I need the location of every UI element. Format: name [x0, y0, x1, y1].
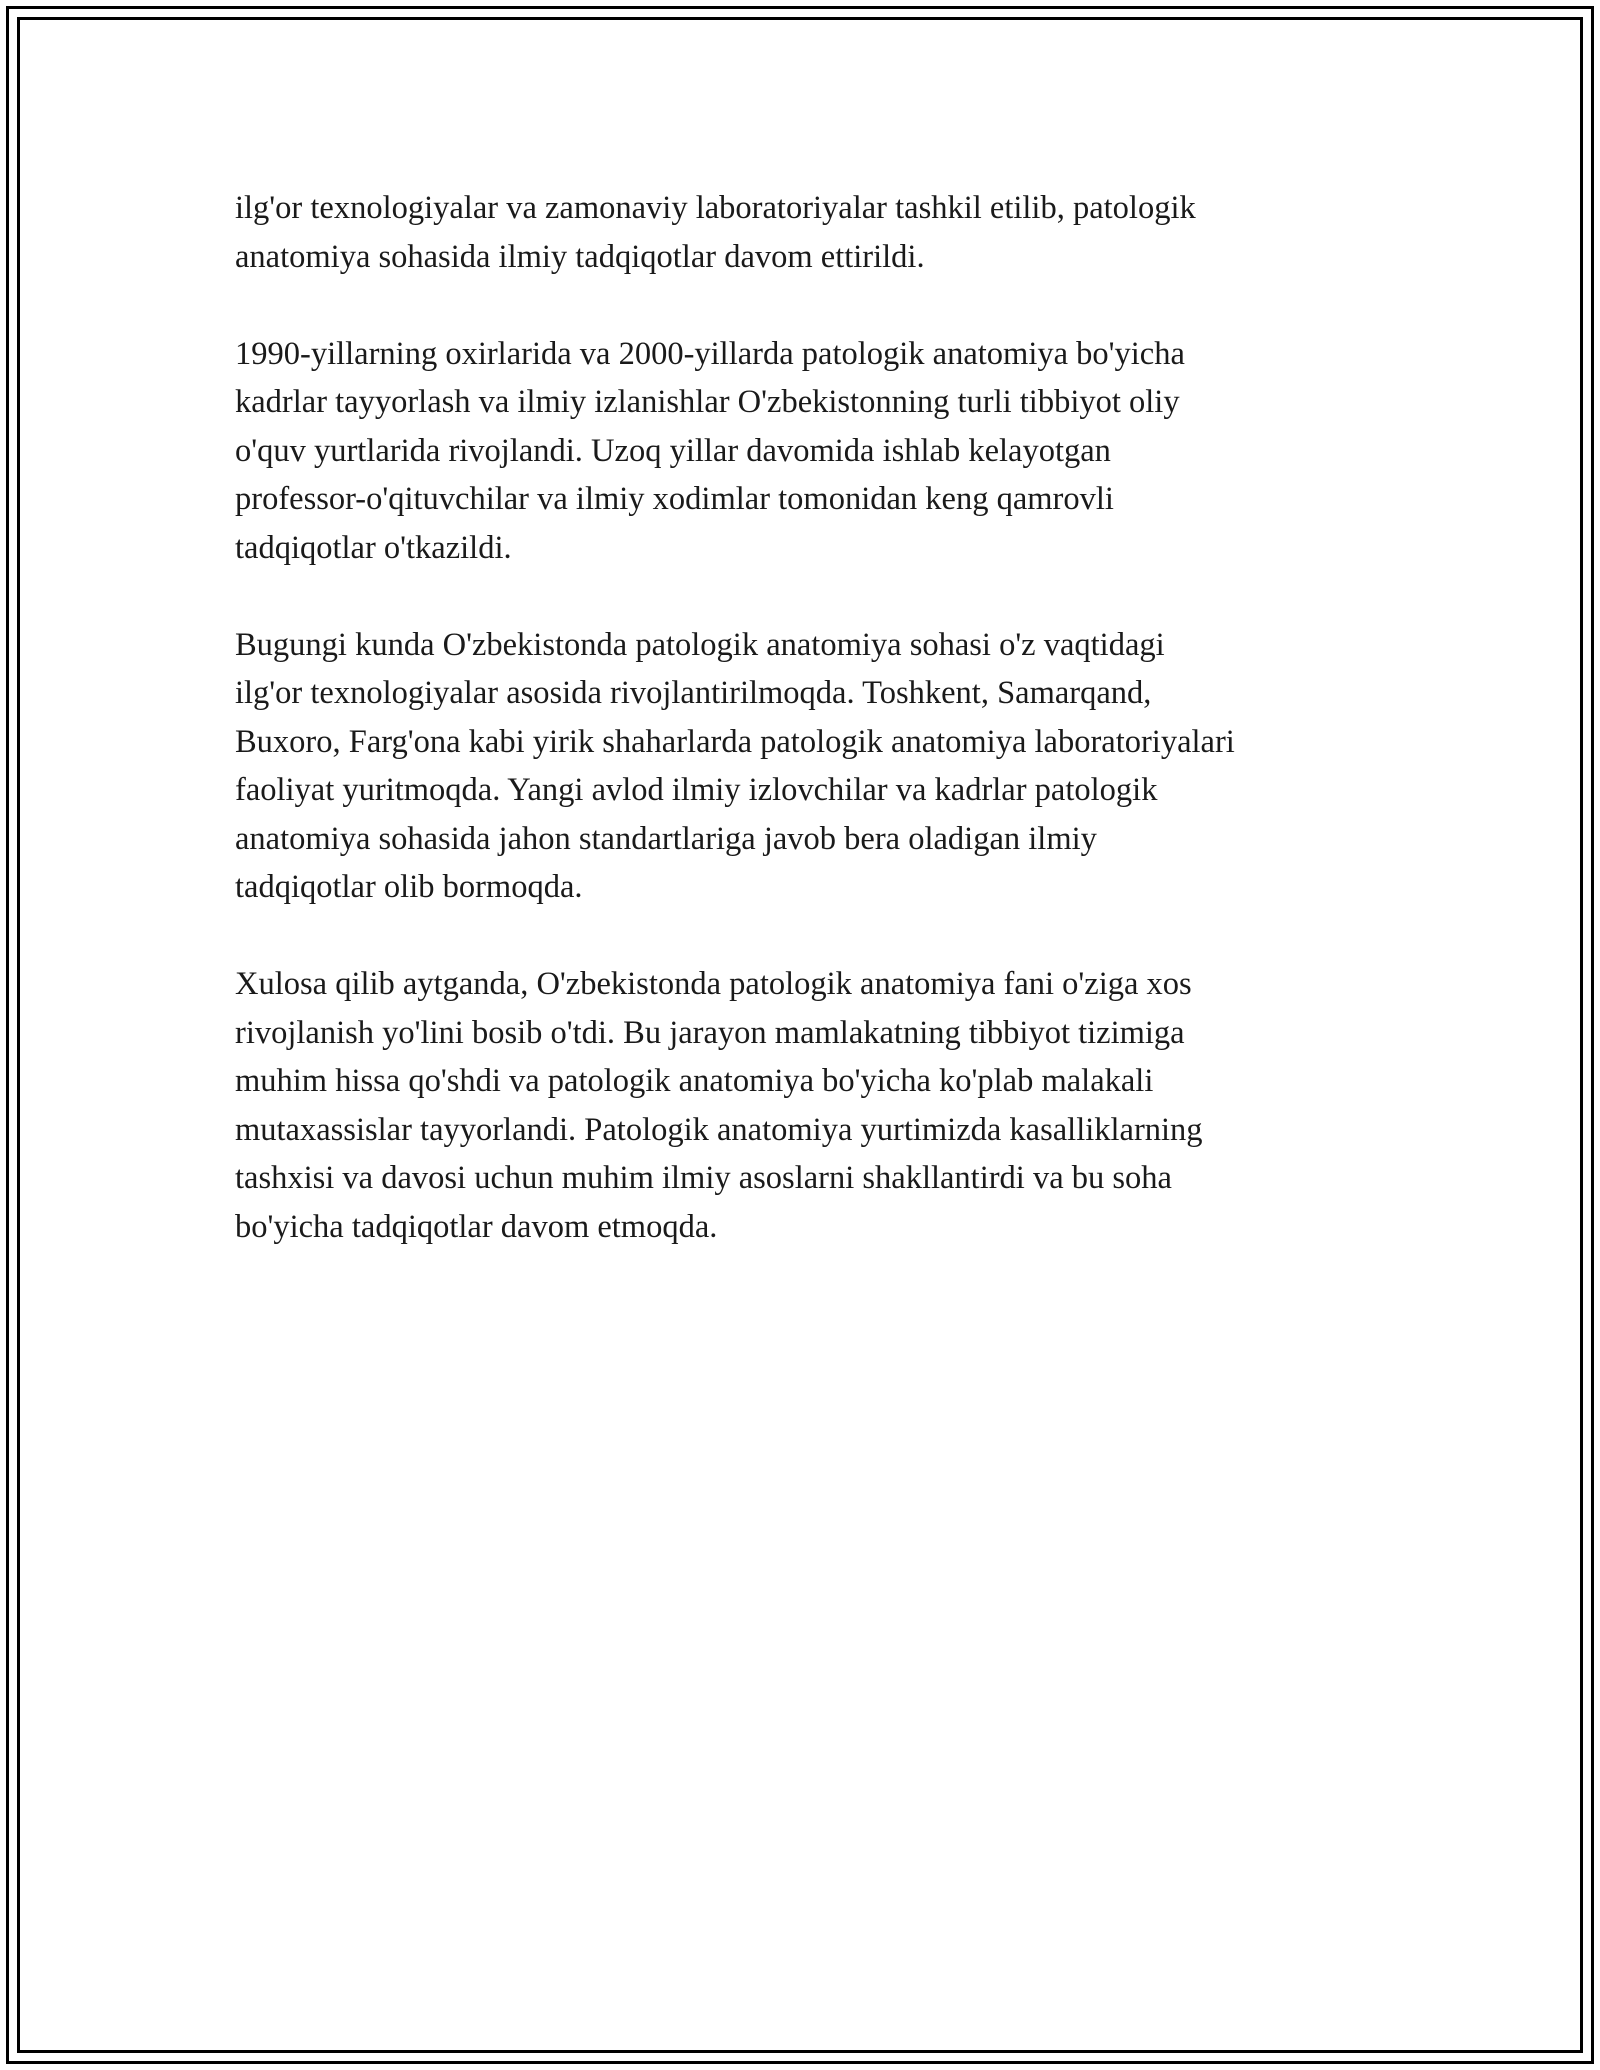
text-line: muhim hissa qo'shdi va patologik anatomiya bo'yicha ko'plab malakali [235, 1063, 1154, 1099]
text-line: tashxisi va davosi uchun muhim ilmiy asoslarni shakllantirdi va bu soha [235, 1160, 1172, 1196]
text-line: rivojlanish yo'lini bosib o'tdi. Bu jarayon mamlakatning tibbiyot tizimiga [235, 1014, 1185, 1051]
text-line: tadqiqotlar olib bormoqda. [235, 869, 583, 905]
text-line: Bugungi kunda O'zbekistonda patologik anatomiya sohasi o'z vaqtidagi [235, 626, 1165, 663]
text-line: faoliyat yuritmoqda. Yangi avlod ilmiy izlovchilar va kadrlar patologik [235, 772, 1158, 808]
text-line: Xulosa qilib aytganda, O'zbekistonda patologik anatomiya fani o'ziga xos [235, 966, 1192, 1002]
text-line: anatomiya sohasida jahon standartlariga javob bera oladigan ilmiy [235, 820, 1097, 857]
paragraph-2 [235, 330, 1395, 573]
text-line: bo'yicha tadqiqotlar davom etmoqda. [235, 1208, 718, 1245]
paragraph-4 [235, 960, 1395, 1251]
text-line: kadrlar tayyorlash va ilmiy izlanishlar O'zbekistonning turli tibbiyot oliy [235, 384, 1180, 420]
text-line: Buxoro, Farg'ona kabi yirik shaharlarda patologik anatomiya laboratoriyalari [235, 723, 1235, 760]
text-line: anatomiya sohasida ilmiy tadqiqotlar davom ettirildi. [235, 238, 925, 275]
text-line: professor-o'qituvchilar va ilmiy xodimlar tomonidan keng qamrovli [235, 481, 1114, 517]
text-line: tadqiqotlar o'tkazildi. [235, 529, 512, 566]
paragraph-1 [235, 184, 1395, 281]
text-line: 1990-yillarning oxirlarida va 2000-yillarda patologik anatomiya bo'yicha [235, 335, 1185, 372]
text-line: o'quv yurtlarida rivojlandi. Uzoq yillar davomida ishlab kelayotgan [235, 432, 1111, 469]
text-line: ilg'or texnologiyalar asosida rivojlantirilmoqda. Toshkent, Samarqand, [235, 675, 1152, 711]
document-body [235, 184, 1395, 1300]
text-line: ilg'or texnologiyalar va zamonaviy laboratoriyalar tashkil etilib, patologik [235, 190, 1196, 226]
paragraph-3 [235, 621, 1395, 912]
text-line: mutaxassislar tayyorlandi. Patologik anatomiya yurtimizda kasalliklarning [235, 1111, 1203, 1148]
